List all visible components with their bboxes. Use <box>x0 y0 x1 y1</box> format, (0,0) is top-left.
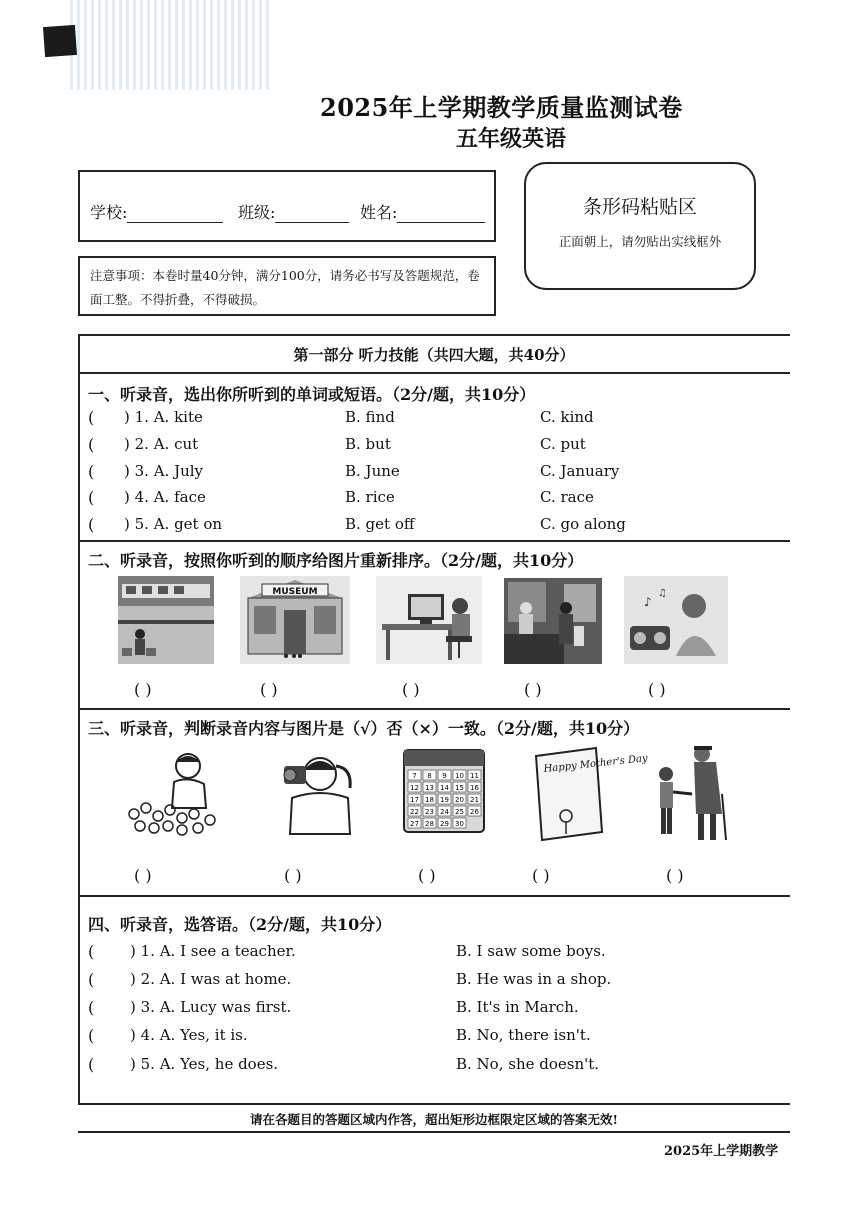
answer-blank[interactable]: ( ) <box>134 866 152 885</box>
calendar-date: 11 <box>470 772 479 780</box>
section2-title: 二、听录音，按照你听到的顺序给图片重新排序。（2分/题，共10分） <box>88 551 584 570</box>
calendar-date: 25 <box>455 808 464 816</box>
calendar-date: 8 <box>427 772 432 780</box>
boy-grandpa-picture <box>652 744 734 844</box>
answer-paren[interactable]: ( <box>88 462 95 481</box>
list-item <box>88 435 199 454</box>
list-item <box>88 998 292 1017</box>
answer-paren[interactable]: ( <box>88 515 95 534</box>
option-c: C. go along <box>540 515 626 533</box>
calendar-date: 19 <box>440 796 449 804</box>
option-b: B. I saw some boys. <box>456 942 606 960</box>
barcode-instruction: 正面朝上，请勿贴出实线框外 <box>558 234 722 249</box>
list-item <box>88 970 292 989</box>
list-item <box>88 1026 248 1045</box>
page-footer-ref: 2025年上学期教学 <box>664 1144 779 1159</box>
answer-blank[interactable]: ( ) <box>284 866 302 885</box>
mothers-day-card-picture <box>530 748 649 840</box>
option-a: ) 3. A. Lucy was first. <box>130 998 292 1016</box>
exam-title: 2025年上学期教学质量监测试卷 <box>320 93 683 122</box>
answer-paren[interactable]: ( <box>88 1026 95 1045</box>
option-b: B. June <box>345 462 400 480</box>
museum-picture <box>240 576 350 664</box>
barcode-area <box>524 162 756 290</box>
calendar-date: 23 <box>425 808 434 816</box>
calendar-date: 12 <box>410 784 419 792</box>
card-greeting: Happy Mother's Day <box>543 753 649 775</box>
answer-paren[interactable]: ( <box>88 408 95 427</box>
option-b: B. It's in March. <box>456 998 579 1016</box>
name-label: 姓名: <box>360 203 398 222</box>
list-item <box>88 942 296 961</box>
option-c: C. kind <box>540 408 594 426</box>
calendar-date: 24 <box>440 808 449 816</box>
answer-blank[interactable]: ( ) <box>648 680 666 699</box>
class-label: 班级: <box>238 203 276 222</box>
option-b: B. find <box>345 408 395 426</box>
divider <box>78 708 790 710</box>
calendar-date: 16 <box>470 784 479 792</box>
option-a: ) 1. A. I see a teacher. <box>130 942 296 960</box>
answer-paren[interactable]: ( <box>88 435 95 454</box>
option-a: ) 2. A. I was at home. <box>130 970 292 988</box>
answer-blank[interactable]: ( ) <box>260 680 278 699</box>
list-item <box>88 488 206 507</box>
list-item <box>88 408 203 427</box>
calendar-date: 14 <box>440 784 449 792</box>
list-item <box>88 515 223 534</box>
option-b: B. get off <box>345 515 415 533</box>
calendar-date: 29 <box>440 820 449 828</box>
school-label: 学校: <box>90 203 128 222</box>
class-blank[interactable] <box>275 208 349 223</box>
calendar-date: 20 <box>455 796 464 804</box>
school-field[interactable] <box>90 200 223 223</box>
calendar-date: 22 <box>410 808 419 816</box>
student-info-box <box>78 170 496 242</box>
option-a: ) 2. A. cut <box>124 435 199 453</box>
list-item <box>88 1055 279 1074</box>
option-b: B. rice <box>345 488 395 506</box>
name-field[interactable] <box>360 200 485 223</box>
list-item <box>88 462 204 481</box>
notice-box <box>78 256 496 316</box>
computer-picture <box>376 576 482 664</box>
calendar-date: 7 <box>412 772 417 780</box>
option-b: B. He was in a shop. <box>456 970 612 988</box>
answer-blank[interactable]: ( ) <box>532 866 550 885</box>
footer-notice: 请在各题目的答题区域内作答，超出矩形边框限定区域的答案无效! <box>250 1112 618 1127</box>
section4-title: 四、听录音，选答语。（2分/题，共10分） <box>88 915 392 934</box>
option-c: C. January <box>540 462 620 480</box>
barcode-title: 条形码粘贴区 <box>582 196 697 218</box>
answer-paren[interactable]: ( <box>88 488 95 507</box>
school-blank[interactable] <box>127 208 223 223</box>
exam-subtitle: 五年级英语 <box>456 126 567 152</box>
option-b: B. No, there isn't. <box>456 1026 591 1044</box>
scan-shading <box>70 0 270 90</box>
calendar-date: 10 <box>455 772 464 780</box>
option-a: ) 1. A. kite <box>124 408 203 426</box>
divider <box>78 372 790 374</box>
notice-text: 注意事项：本卷时量40分钟，满分100分，请务必书写及答题规范，卷面工整。不得折叠，不得破损。 <box>90 268 480 307</box>
answer-paren[interactable]: ( <box>88 970 95 989</box>
footer-bottom-line <box>78 1131 790 1133</box>
option-c: C. put <box>540 435 586 453</box>
section3-title: 三、听录音，判断录音内容与图片是（√）否（×）一致。（2分/题，共10分） <box>88 719 640 738</box>
option-b: B. but <box>345 435 391 453</box>
calendar-date: 28 <box>425 820 434 828</box>
answer-blank[interactable]: ( ) <box>524 680 542 699</box>
divider <box>78 895 790 897</box>
option-b: B. No, she doesn't. <box>456 1055 600 1073</box>
calendar-date: 26 <box>470 808 479 816</box>
calendar-date: 17 <box>410 796 419 804</box>
divider <box>78 540 790 542</box>
footer-top-line <box>78 1103 790 1105</box>
class-field[interactable] <box>238 200 349 223</box>
calendar-picture <box>404 750 484 832</box>
calendar-date: 18 <box>425 796 434 804</box>
option-a: ) 5. A. Yes, he does. <box>130 1055 279 1073</box>
answer-paren[interactable]: ( <box>88 998 95 1017</box>
option-a: ) 4. A. Yes, it is. <box>130 1026 248 1044</box>
train-station-picture <box>118 576 214 664</box>
svg-text:♪: ♪ <box>644 595 652 609</box>
calendar-date: 21 <box>470 796 479 804</box>
option-c: C. race <box>540 488 594 506</box>
answer-blank[interactable]: ( ) <box>134 680 152 699</box>
calendar-date: 27 <box>410 820 419 828</box>
part1-title: 第一部分 听力技能（共四大题，共40分） <box>293 346 575 364</box>
answer-paren[interactable]: ( <box>88 1055 95 1074</box>
name-blank[interactable] <box>397 208 485 223</box>
shop-picture <box>504 578 602 664</box>
option-a: ) 4. A. face <box>124 488 206 506</box>
calendar-date: 9 <box>442 772 447 780</box>
option-a: ) 5. A. get on <box>124 515 223 533</box>
calendar-date: 30 <box>455 820 464 828</box>
girl-camera-picture <box>270 748 360 838</box>
svg-text:♫: ♫ <box>658 588 667 599</box>
option-a: ) 3. A. July <box>124 462 204 480</box>
answer-blank[interactable]: ( ) <box>666 866 684 885</box>
museum-sign: MUSEUM <box>272 587 318 597</box>
answer-blank[interactable]: ( ) <box>418 866 436 885</box>
answer-paren[interactable]: ( <box>88 942 95 961</box>
section1-title: 一、听录音，选出你所听到的单词或短语。（2分/题，共10分） <box>88 385 536 404</box>
girl-flowers-picture <box>124 748 224 838</box>
calendar-date: 15 <box>455 784 464 792</box>
calendar-date: 13 <box>425 784 434 792</box>
answer-blank[interactable]: ( ) <box>402 680 420 699</box>
music-listening-picture <box>624 576 728 664</box>
redaction-mark <box>43 25 77 57</box>
